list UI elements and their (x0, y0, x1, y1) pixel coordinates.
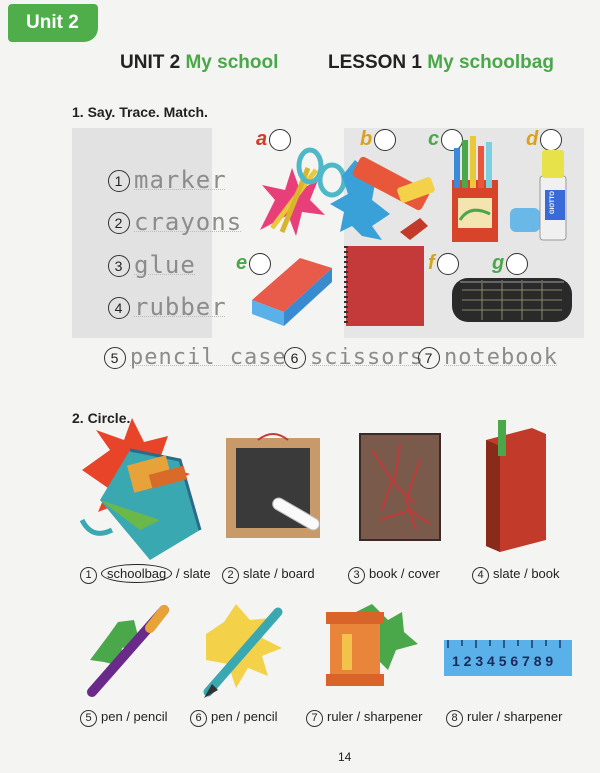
word-6: 6 scissors (284, 345, 424, 370)
caption-1[interactable]: 1 schoolbag / slate (80, 566, 211, 584)
caption-8[interactable]: 8 ruler / sharpener (446, 709, 562, 727)
slate-picture (226, 434, 322, 538)
section2-heading: 2. Circle. (72, 410, 131, 426)
pencil-picture (204, 604, 282, 698)
circled-answer: schoolbag (101, 564, 172, 583)
book-picture (486, 420, 546, 552)
sharpener-picture (326, 604, 418, 686)
ruler-digits: 1 2 3 4 5 6 7 8 9 (452, 653, 554, 669)
letter-e[interactable]: e (236, 252, 271, 275)
word-4: 4 rubber (108, 293, 227, 321)
unit-name: My school (185, 52, 279, 73)
letter-a[interactable]: a (256, 128, 291, 151)
word-2: 2 crayons (108, 208, 242, 236)
letter-c[interactable]: c (428, 128, 463, 151)
book-cover-picture (360, 434, 440, 540)
lesson-prefix: LESSON 1 (328, 52, 422, 73)
caption-7[interactable]: 7 ruler / sharpener (306, 709, 422, 727)
word-5: 5 pencil case (104, 345, 287, 370)
caption-4[interactable]: 4 slate / book (472, 566, 560, 584)
unit-prefix: UNIT 2 (120, 52, 181, 73)
letter-f[interactable]: f (428, 252, 459, 275)
lesson-name: My schoolbag (427, 52, 554, 73)
section1-heading: 1. Say. Trace. Match. (72, 104, 208, 120)
caption-2[interactable]: 2 slate / board (222, 566, 315, 584)
caption-5[interactable]: 5 pen / pencil (80, 709, 168, 727)
letter-b[interactable]: b (360, 128, 396, 151)
word-1: 1 marker (108, 166, 227, 194)
pen-picture (90, 610, 164, 692)
page-number: 14 (338, 750, 352, 764)
glue-brand-label: GIOTTO (550, 191, 556, 214)
letter-d[interactable]: d (526, 128, 562, 151)
schoolbag-picture (82, 418, 200, 560)
unit-tab: Unit 2 (8, 4, 98, 42)
caption-3[interactable]: 3 book / cover (348, 566, 440, 584)
letter-g[interactable]: g (492, 252, 528, 275)
caption-6[interactable]: 6 pen / pencil (190, 709, 278, 727)
word-7: 7 notebook (418, 345, 558, 370)
word-3: 3 glue (108, 251, 196, 279)
